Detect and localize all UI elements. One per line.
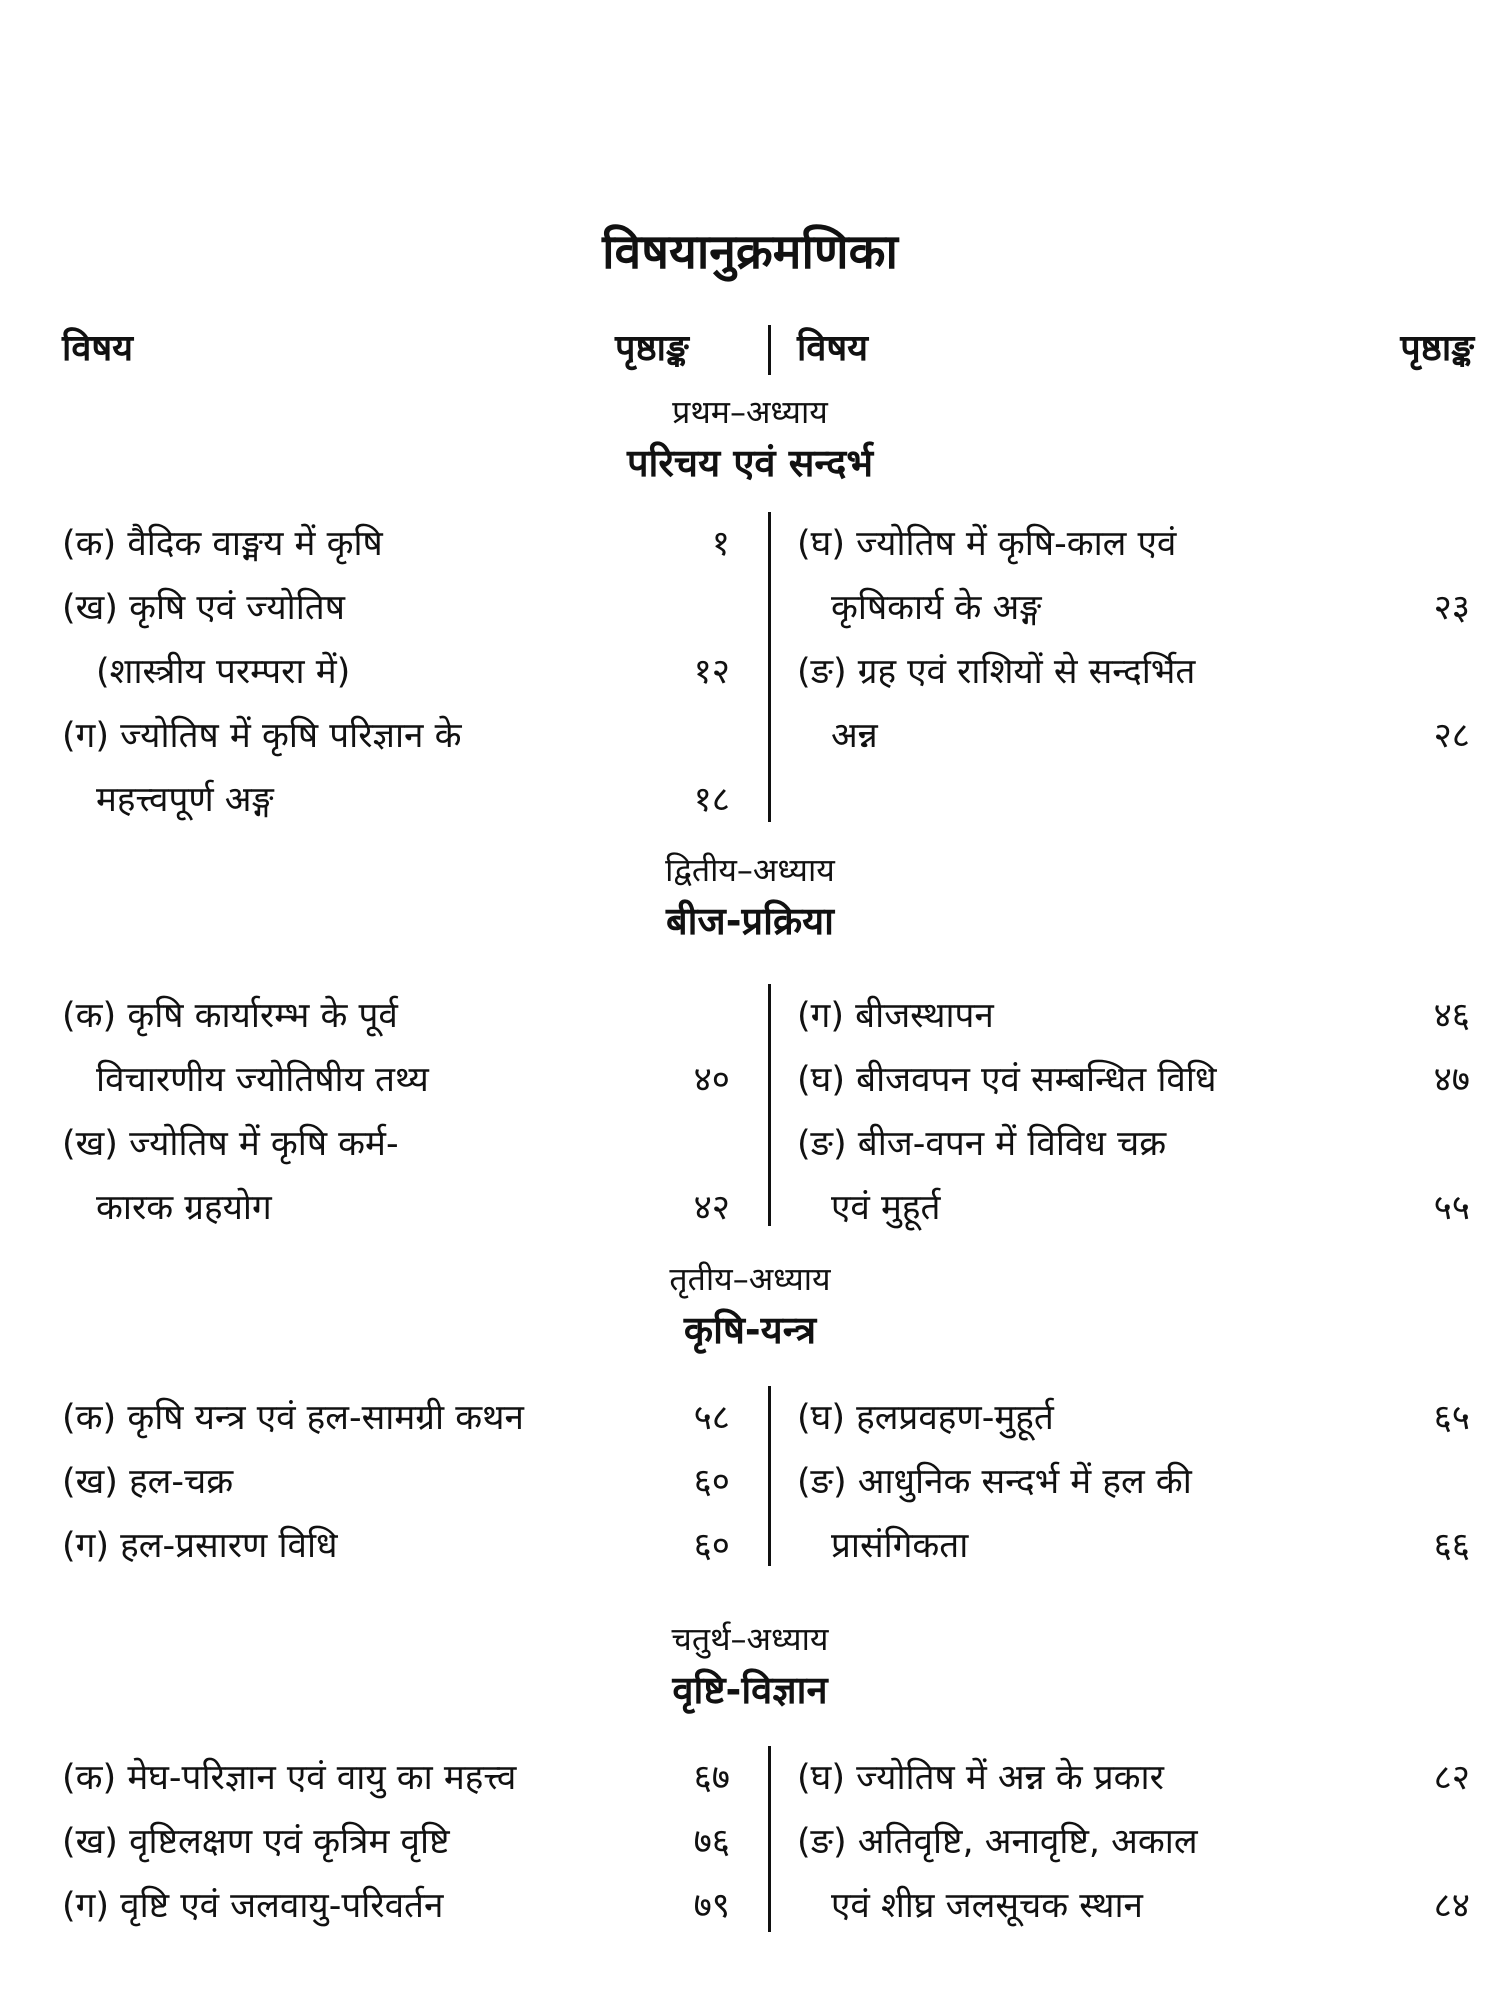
entry-text: (ख) ज्योतिष में कृषि कर्म- xyxy=(62,1124,399,1164)
page-number: २८ xyxy=(1433,716,1470,756)
entry-text: (घ) ज्योतिष में कृषि-काल एवं xyxy=(797,524,1177,564)
chapter-title: बीज-प्रक्रिया xyxy=(665,899,835,943)
page-number: ५८ xyxy=(693,1398,730,1438)
right-column xyxy=(797,1386,1470,1578)
column-header-page-left: पृष्ठाङ्क xyxy=(615,328,689,369)
column-header-subject-right: विषय xyxy=(797,328,869,369)
right-column xyxy=(797,512,1470,768)
page-number: २३ xyxy=(1433,588,1470,628)
entry-text: एवं मुहूर्त ५५ xyxy=(797,1176,1470,1240)
entry-text: (ङ) अतिवृष्टि, अनावृष्टि, अकाल xyxy=(797,1822,1198,1862)
page-number: ६५ xyxy=(1433,1398,1470,1438)
page-number: १२ xyxy=(693,652,730,692)
entry-text: एवं शीघ्र जलसूचक स्थान ८४ xyxy=(797,1874,1470,1938)
entry-text: (ग) बीजस्थापन ४६ xyxy=(797,984,1470,1048)
toc-entry[interactable] xyxy=(62,1514,730,1578)
page-number: ६७ xyxy=(693,1758,730,1798)
entry-text: (घ) बीजवपन एवं सम्बन्धित विधि ४७ xyxy=(797,1048,1470,1112)
toc-entry[interactable] xyxy=(797,1112,1470,1240)
column-divider xyxy=(768,1386,771,1566)
entry-text: (क) कृषि यन्त्र एवं हल-सामग्री कथन ५८ xyxy=(62,1386,730,1450)
toc-entry[interactable] xyxy=(62,1746,730,1810)
entry-text: (ग) वृष्टि एवं जलवायु-परिवर्तन ७९ xyxy=(62,1874,730,1938)
toc-entry[interactable] xyxy=(797,1810,1470,1938)
entry-text: (ख) वृष्टिलक्षण एवं कृत्रिम वृष्टि ७६ xyxy=(62,1810,730,1874)
left-column xyxy=(62,1386,730,1578)
entry-text: महत्त्वपूर्ण अङ्ग १८ xyxy=(62,768,730,832)
toc-entry[interactable] xyxy=(62,1386,730,1450)
page-number: ५५ xyxy=(1433,1188,1470,1228)
chapter-heading xyxy=(0,390,1500,492)
entry-text: विचारणीय ज्योतिषीय तथ्य ४० xyxy=(62,1048,730,1112)
page-number: ८२ xyxy=(1433,1758,1470,1798)
entry-text: (शास्त्रीय परम्परा में) १२ xyxy=(62,640,730,704)
right-column xyxy=(797,984,1470,1240)
entry-text: (क) वैदिक वाङ्मय में कृषि १ xyxy=(62,512,730,576)
entry-text: (ग) हल-प्रसारण विधि ६० xyxy=(62,1514,730,1578)
toc-entry[interactable] xyxy=(62,984,730,1112)
page-number: ४० xyxy=(693,1060,730,1100)
page-number: ४२ xyxy=(693,1188,730,1228)
chapter-name: चतुर्थ–अध्याय xyxy=(671,1620,829,1658)
entry-text: प्रासंगिकता ६६ xyxy=(797,1514,1470,1578)
toc-entry[interactable] xyxy=(797,640,1470,768)
toc-entry[interactable] xyxy=(797,1450,1470,1578)
entry-text: कारक ग्रहयोग ४२ xyxy=(62,1176,730,1240)
entry-text: (क) मेघ-परिज्ञान एवं वायु का महत्त्व ६७ xyxy=(62,1746,730,1810)
page-number: १८ xyxy=(693,780,730,820)
toc-entry[interactable] xyxy=(797,1746,1470,1810)
page-title: विषयानुक्रमणिका xyxy=(602,224,898,280)
column-divider xyxy=(768,512,771,822)
right-column xyxy=(797,1746,1470,1938)
entry-text: (ख) हल-चक्र ६० xyxy=(62,1450,730,1514)
chapter-name: प्रथम–अध्याय xyxy=(672,393,828,431)
toc-entry[interactable] xyxy=(797,1048,1470,1112)
entry-text: (क) कृषि कार्यारम्भ के पूर्व xyxy=(62,996,398,1036)
column-header-subject-left: विषय xyxy=(62,328,134,369)
chapter-name: द्वितीय–अध्याय xyxy=(665,851,835,889)
entry-text: (ङ) आधुनिक सन्दर्भ में हल की xyxy=(797,1462,1192,1502)
column-divider xyxy=(768,984,771,1226)
entry-text: (ङ) बीज-वपन में विविध चक्र xyxy=(797,1124,1167,1164)
toc-entry[interactable] xyxy=(62,576,730,704)
toc-entry[interactable] xyxy=(797,1386,1470,1450)
entry-text: कृषिकार्य के अङ्ग २३ xyxy=(797,576,1470,640)
toc-entry[interactable] xyxy=(62,704,730,832)
toc-entry[interactable] xyxy=(62,1450,730,1514)
entry-text: (घ) हलप्रवहण-मुहूर्त ६५ xyxy=(797,1386,1470,1450)
chapter-heading xyxy=(0,848,1500,950)
page-number: १ xyxy=(711,524,730,564)
left-column xyxy=(62,512,730,832)
page-number: ४७ xyxy=(1433,1060,1470,1100)
entry-text: (ग) ज्योतिष में कृषि परिज्ञान के xyxy=(62,716,462,756)
entry-text: (ख) कृषि एवं ज्योतिष xyxy=(62,588,345,628)
column-header-page-right: पृष्ठाङ्क xyxy=(1400,328,1474,369)
chapter-title: परिचय एवं सन्दर्भ xyxy=(626,441,874,485)
chapter-title: कृषि-यन्त्र xyxy=(683,1308,817,1352)
entry-text: अन्न २८ xyxy=(797,704,1470,768)
chapter-name: तृतीय–अध्याय xyxy=(669,1260,831,1298)
chapter-title: वृष्टि-विज्ञान xyxy=(672,1668,828,1712)
entry-text: (ङ) ग्रह एवं राशियों से सन्दर्भित xyxy=(797,652,1196,692)
page-number: ७९ xyxy=(693,1886,730,1926)
column-header-divider xyxy=(768,325,771,375)
chapter-heading xyxy=(0,1257,1500,1359)
left-column xyxy=(62,984,730,1240)
page-number: ८४ xyxy=(1433,1886,1470,1926)
toc-entry[interactable] xyxy=(797,512,1470,640)
page-number: ६० xyxy=(693,1462,730,1502)
chapter-heading xyxy=(0,1617,1500,1719)
page-number: ६६ xyxy=(1433,1526,1470,1566)
toc-entry[interactable] xyxy=(62,512,730,576)
column-divider xyxy=(768,1746,771,1932)
toc-entry[interactable] xyxy=(62,1112,730,1240)
toc-entry[interactable] xyxy=(62,1874,730,1938)
left-column xyxy=(62,1746,730,1938)
page-number: ६० xyxy=(693,1526,730,1566)
toc-entry[interactable] xyxy=(62,1810,730,1874)
entry-text: (घ) ज्योतिष में अन्न के प्रकार ८२ xyxy=(797,1746,1470,1810)
page-number: ७६ xyxy=(693,1822,730,1862)
toc-entry[interactable] xyxy=(797,984,1470,1048)
page-number: ४६ xyxy=(1433,996,1470,1036)
